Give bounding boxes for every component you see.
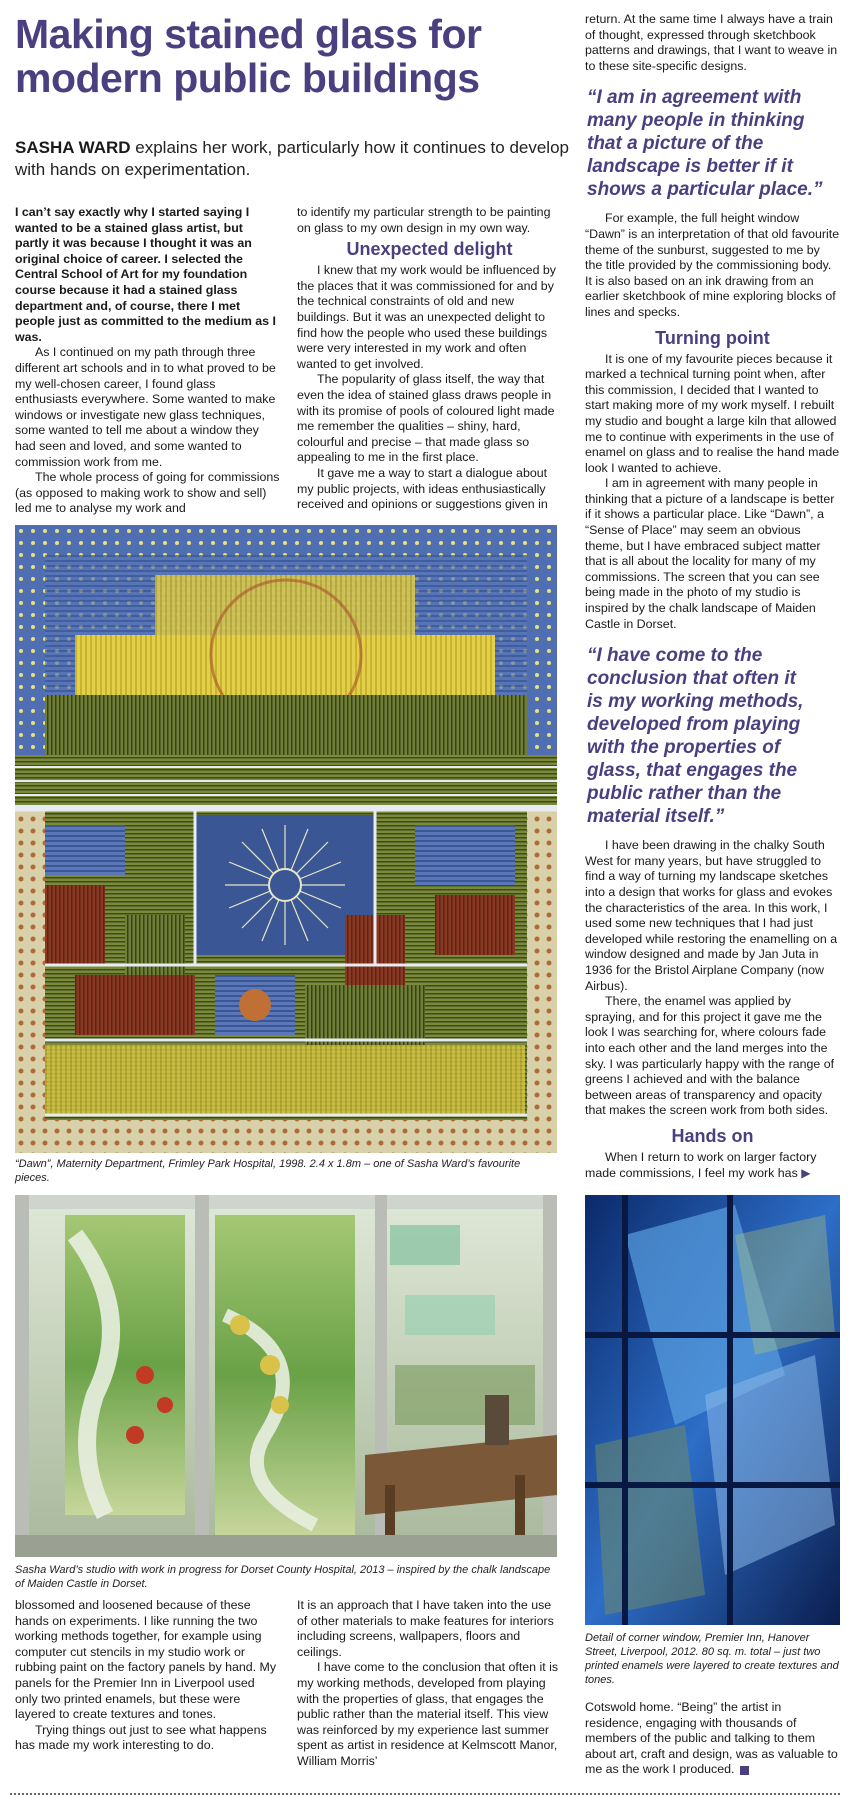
paragraph: I knew that my work would be influenced by the places that it was commissioned for and by the technical constraints of old and new buildings. But it was an unexpected delight to find how the people who used these buildings were very interested in my work and often wanted to get involved.: [297, 263, 556, 371]
dawn-window-image: [15, 525, 557, 1153]
pull-quote: “I am in agreement with many people in thinking that a picture of the landscape is better if it shows a particular place.”: [587, 87, 823, 201]
column-2: [297, 205, 562, 513]
dawn-caption: “Dawn”, Maternity Department, Frimley Park Hospital, 1998. 2.4 x 1.8m – one of Sasha Ward’s favourite pieces.: [15, 1158, 521, 1184]
bottom-column-2: [297, 1598, 562, 1770]
paragraph: return. At the same time I always have a train of thought, expressed through sketchbook patterns and drawings, that I want to weave in to these site-specific designs.: [585, 12, 838, 73]
pull-quote: “I have come to the conclusion that often it is my working methods, developed from playing with the properties of glass, that engages the public rather than the material itself.”: [587, 645, 804, 828]
paragraph: Trying things out just to see what happens has made my work interesting to do.: [15, 1722, 267, 1753]
studio-photo: [15, 1195, 557, 1557]
paragraph: There, the enamel was applied by spraying, and for this project it gave me the look I was searching for, where colours fade into each other and the land merges into the sky. I was particularly happy with the range of greens I achieved and with the balance between areas of transparency and opacity that makes the screen work from both sides.: [585, 994, 835, 1118]
paragraph: It gave me a way to start a dialogue about my public projects, with ideas enthusiastically received and opinions or suggestions given in: [297, 465, 548, 512]
section-heading: Hands on: [671, 1125, 754, 1146]
column-3: [585, 12, 840, 1181]
author-name: SASHA WARD: [15, 138, 131, 157]
studio-caption: Sasha Ward’s studio with work in progress for Dorset County Hospital, 2013 – inspired by the chalk landscape of Maiden Castle in Dorset.: [15, 1564, 551, 1590]
paragraph: to identify my particular strength to be painting on glass to my own design in my own way.: [297, 205, 551, 235]
paragraph: It is one of my favourite pieces because it marked a technical turning point when, after this commission, I decided that I wanted to start making more of my work myself. I rebuilt my studio and bought a large kiln that allowed me to continue with experiments in the use of enamel on glass and to realise the hand made look I wanted to achieve.: [585, 351, 840, 475]
paragraph: I have come to the conclusion that often it is my working methods, developed from playing with the properties of glass, that engages the public rather than the material itself. This view was reinforced by my experience last summer spent as artist in residence at Kelmscott Manor, William Morris’: [297, 1660, 559, 1768]
paragraph: I have been drawing in the chalky South West for many years, but have struggled to find a way of turning my landscape sketches into a design that works for glass and evokes the characteristics of the area. In this work, I used some new techniques that I had just developed while restoring the enamelling on a window designed and made by Jan Juta in 1936 for the Bristol Airplane Company (now Airbus).: [585, 838, 838, 993]
paragraph: The whole process of going for commissions (as opposed to making work to show and sell) led me to analyse my work and: [15, 470, 280, 516]
bottom-column-1: [15, 1598, 280, 1754]
paragraph: As I continued on my path through three different art schools and in to what proved to be my well-chosen career, I found glass enthusiasts everywhere. Some wanted to make windows or investigate new glass techniques, some wanted to tell me about a window they had seen and loved, and some wanted to commission work from me.: [15, 345, 276, 469]
standfirst-text: explains her work, particularly how it continues to develop with hands on experimentation.: [15, 138, 569, 179]
lead-paragraph: I can’t say exactly why I started saying I wanted to be a stained glass artist, but partly it was because I thought it was an original choice of career. I selected the Central School of Art for my foundation course because it had a stained glass department and, of course, there I met people just as committed to the medium as I was.: [15, 205, 276, 344]
paragraph: When I return to work on larger factory made commissions, I feel my work has ▶: [585, 1149, 817, 1180]
paragraph: I am in agreement with many people in thinking that a picture of a landscape is better if it shows a particular place. Like “Dawn”, a “Sense of Place” may seem an obvious theme, but I have embraced subject matter that is all about the locality for many of my commissions. The screen that you can see being made in the photo of my studio is inspired by the chalk landscape of Maiden Castle in Dorset.: [585, 476, 835, 631]
section-heading: Turning point: [655, 327, 770, 348]
paragraph: blossomed and loosened because of these hands on experiments. I like running the two working methods together, for example using computer cut stencils in my studio work or rubbing paint on the factory panels by hand. My panels for the Premier Inn in Liverpool used only two printed enamels, but these were layered to create textures and tones.: [15, 1598, 277, 1722]
paragraph: For example, the full height window “Dawn” is an interpretation of that old favourite theme of the sunburst, suggested to me by the title provided by the commissioning body. It is also based on an ink drawing from an earlier sketchbook of mine exploring blocks of lines and specks.: [585, 211, 840, 319]
end-mark-icon: [740, 1766, 749, 1775]
paragraph: Cotswold home. “Being” the artist in residence, engaging with thousands of members of the public and talking to them about art, craft and design, was as valuable to me as the work I produced.: [585, 1700, 838, 1777]
column-1: [15, 205, 280, 517]
paragraph: The popularity of glass itself, the way that even the idea of stained glass draws people in with its promise of pools of coloured light made me remember the qualities – shiny, hard, colourful and precise – that made glass so appealing to me in the first place.: [297, 372, 555, 465]
premier-inn-window-image: [585, 1195, 840, 1625]
standfirst: [15, 137, 575, 181]
section-heading: Unexpected delight: [346, 239, 513, 260]
continue-arrow-icon: ▶: [801, 1165, 811, 1180]
article-title: Making stained glass for modern public buildings: [15, 11, 482, 101]
bottom-column-3: [585, 1700, 840, 1778]
paragraph: It is an approach that I have taken into the use of other materials to make features for interiors including screens, wallpapers, floors and ceilings.: [297, 1598, 554, 1659]
premier-inn-caption: Detail of corner window, Premier Inn, Hanover Street, Liverpool, 2012. 80 sq. m. total – just two printed enamels were layered to create textures and tones.: [585, 1632, 839, 1686]
bottom-divider: [10, 1793, 840, 1795]
